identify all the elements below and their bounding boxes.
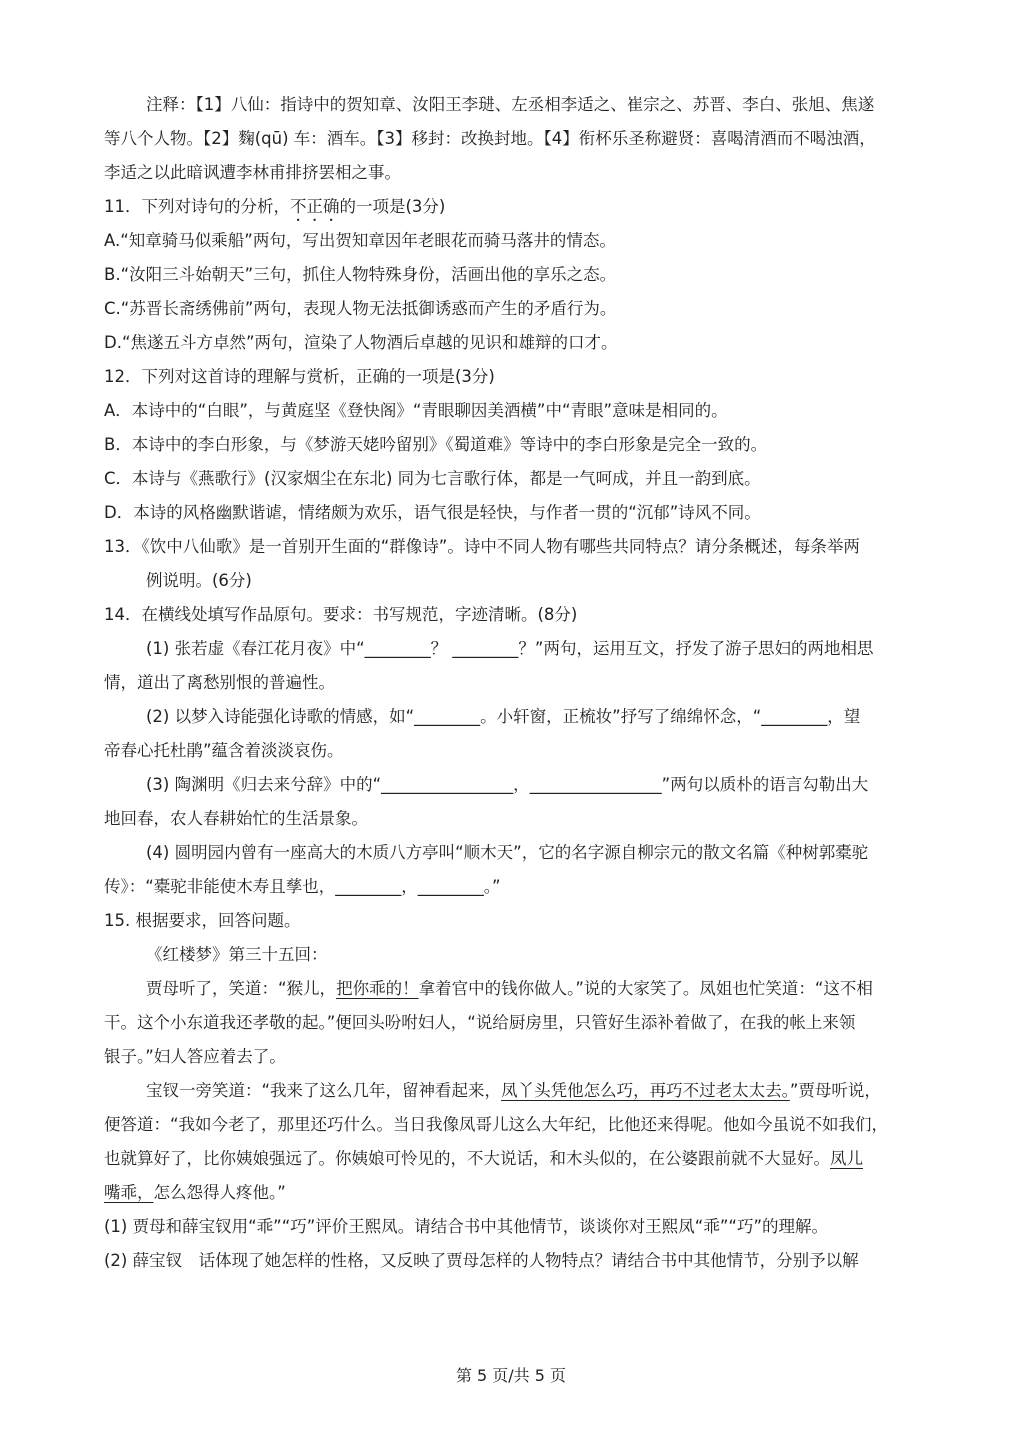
excerpt-paragraph-2 xyxy=(104,1074,919,1108)
underlined-text: 把你乖的！ xyxy=(336,979,419,998)
question-14-part-4-cont: 传》：“橐驼非能使木寿且孳也，________，________。” xyxy=(104,877,501,896)
underlined-text: 嘴乖， xyxy=(104,1183,154,1202)
question-15-stem: 15. 根据要求，回答问题。 xyxy=(104,911,301,930)
question-14-stem: 14．在横线处填写作品原句。要求：书写规范，字迹清晰。(8分) xyxy=(104,605,578,624)
emphasized-text: 不正确 xyxy=(290,197,340,216)
excerpt-paragraph-1-cont: 干。这个小东道我还孝敬的起。”便回头吩咐妇人，“说给厨房里，只管好生添补着做了，在我的帐上来领 xyxy=(104,1013,856,1032)
excerpt-paragraph-2-cont xyxy=(104,1142,919,1176)
excerpt-text: 拿着官中的钱你做人。”说的大家笑了。凤姐也忙笑道：“这不相 xyxy=(418,979,873,998)
question-12-option-d: D．本诗的风格幽默谐谑，情绪颇为欢乐，语气很是轻快，与作者一贯的“沉郁”诗风不同。 xyxy=(104,503,761,522)
underlined-text: 凤丫头凭他怎么巧，再巧不过老太太去。 xyxy=(501,1081,790,1100)
excerpt-text: ”贾母听说， xyxy=(789,1081,881,1100)
question-12-stem: 12．下列对这首诗的理解与赏析，正确的一项是(3分) xyxy=(104,367,495,386)
underlined-text: 凤儿 xyxy=(830,1149,863,1168)
excerpt-text: 贾母听了，笑道：“猴儿， xyxy=(146,979,337,998)
excerpt-text: 怎么怨得人疼他。” xyxy=(153,1183,286,1202)
question-11-option-d: D.“焦遂五斗方卓然”两句，渲染了人物酒后卓越的见识和雄辩的口才。 xyxy=(104,333,618,352)
question-14-part-1-cont: 情，道出了离愁别恨的普遍性。 xyxy=(104,673,335,692)
excerpt-paragraph-1 xyxy=(104,972,919,1006)
question-11-option-a: A.“知章骑马似乘船”两句，写出贺知章因年老眼花而骑马落井的情态。 xyxy=(104,231,616,250)
question-15-sub-1: (1) 贾母和薛宝钗用“乖”“巧”评价王熙凤。请结合书中其他情节，谈谈你对王熙凤“乖”“巧”的理解。 xyxy=(104,1217,829,1236)
question-12-option-a: A．本诗中的“白眼”，与黄庭坚《登快阁》“青眼聊因美酒横”中“青眼”意味是相同的。 xyxy=(104,401,728,420)
page-footer: 第 5 页/共 5 页 xyxy=(455,1366,567,1385)
annotation-line: 李适之以此暗讽遭李林甫排挤罢相之事。 xyxy=(104,163,401,182)
annotation-line: 等八个人物。【2】麴(qū) 车：酒车。【3】移封：改换封地。【4】衔杯乐圣称避贤：喜喝清酒而不喝浊酒， xyxy=(104,129,876,148)
stem-text: 的一项是(3分) xyxy=(339,197,446,216)
stem-text: 11．下列对诗句的分析， xyxy=(104,197,290,216)
question-14-part-2: (2) 以梦入诗能强化诗歌的情感，如“________。小轩窗，正梳妆”抒写了绵绵怀念，“________，望 xyxy=(146,707,861,726)
excerpt-paragraph-1-cont: 银子。”妇人答应着去了。 xyxy=(104,1047,286,1066)
question-15-sub-2: (2) 薛宝钗 话体现了她怎样的性格，又反映了贾母怎样的人物特点？请结合书中其他情节，分别予以解 xyxy=(104,1251,859,1270)
page-content xyxy=(104,88,919,1278)
question-11-option-b: B.“汝阳三斗始朝天”三句，抓住人物特殊身份，活画出他的享乐之态。 xyxy=(104,265,617,284)
annotation-line: 注释：【1】八仙：指诗中的贺知章、汝阳王李琎、左丞相李适之、崔宗之、苏晋、李白、张旭、焦遂 xyxy=(146,95,875,114)
excerpt-paragraph-2-cont: 便答道：“我如今老了，那里还巧什么。当日我像凤哥儿这么大年纪，比他还来得呢。他如今虽说不如我们， xyxy=(104,1115,889,1134)
excerpt-text: 宝钗一旁笑道：“我来了这么几年，留神看起来， xyxy=(146,1081,502,1100)
question-12-option-c: C．本诗与《燕歌行》(汉家烟尘在东北) 同为七言歌行体，都是一气呵成，并且一韵到底。 xyxy=(104,469,761,488)
question-14-part-3-cont: 地回春，农人春耕始忙的生活景象。 xyxy=(104,809,368,828)
question-14-part-1: (1) 张若虚《春江花月夜》中“________？ ________？”两句，运用互文，抒发了游子思妇的两地相思 xyxy=(146,639,874,658)
question-13-stem-cont: 例说明。(6分) xyxy=(146,571,252,590)
question-12-option-b: B．本诗中的李白形象，与《梦游天姥吟留别》《蜀道难》等诗中的李白形象是完全一致的。 xyxy=(104,435,768,454)
question-14-part-3: (3) 陶渊明《归去来兮辞》中的“________________，________________”两句以质朴的语言勾勒出大 xyxy=(146,775,869,794)
question-11-option-c: C.“苏晋长斋绣佛前”两句，表现人物无法抵御诱惑而产生的矛盾行为。 xyxy=(104,299,617,318)
excerpt-text: 也就算好了，比你姨娘强远了。你姨娘可怜见的，不大说话，和木头似的，在公婆跟前就不大显好。 xyxy=(104,1149,830,1168)
question-13-stem: 13．《饮中八仙歌》是一首别开生面的“群像诗”。诗中不同人物有哪些共同特点？请分条概述，每条举两 xyxy=(104,537,860,556)
excerpt-paragraph-2-cont xyxy=(104,1176,919,1210)
excerpt-source: 《红楼梦》第三十五回： xyxy=(146,945,328,964)
question-14-part-2-cont: 帝春心托杜鹃”蕴含着淡淡哀伤。 xyxy=(104,741,344,760)
question-11-stem xyxy=(104,190,919,224)
question-14-part-4: (4) 圆明园内曾有一座高大的木质八方亭叫“顺木天”，它的名字源自柳宗元的散文名篇《种树郭橐驼 xyxy=(146,843,869,862)
